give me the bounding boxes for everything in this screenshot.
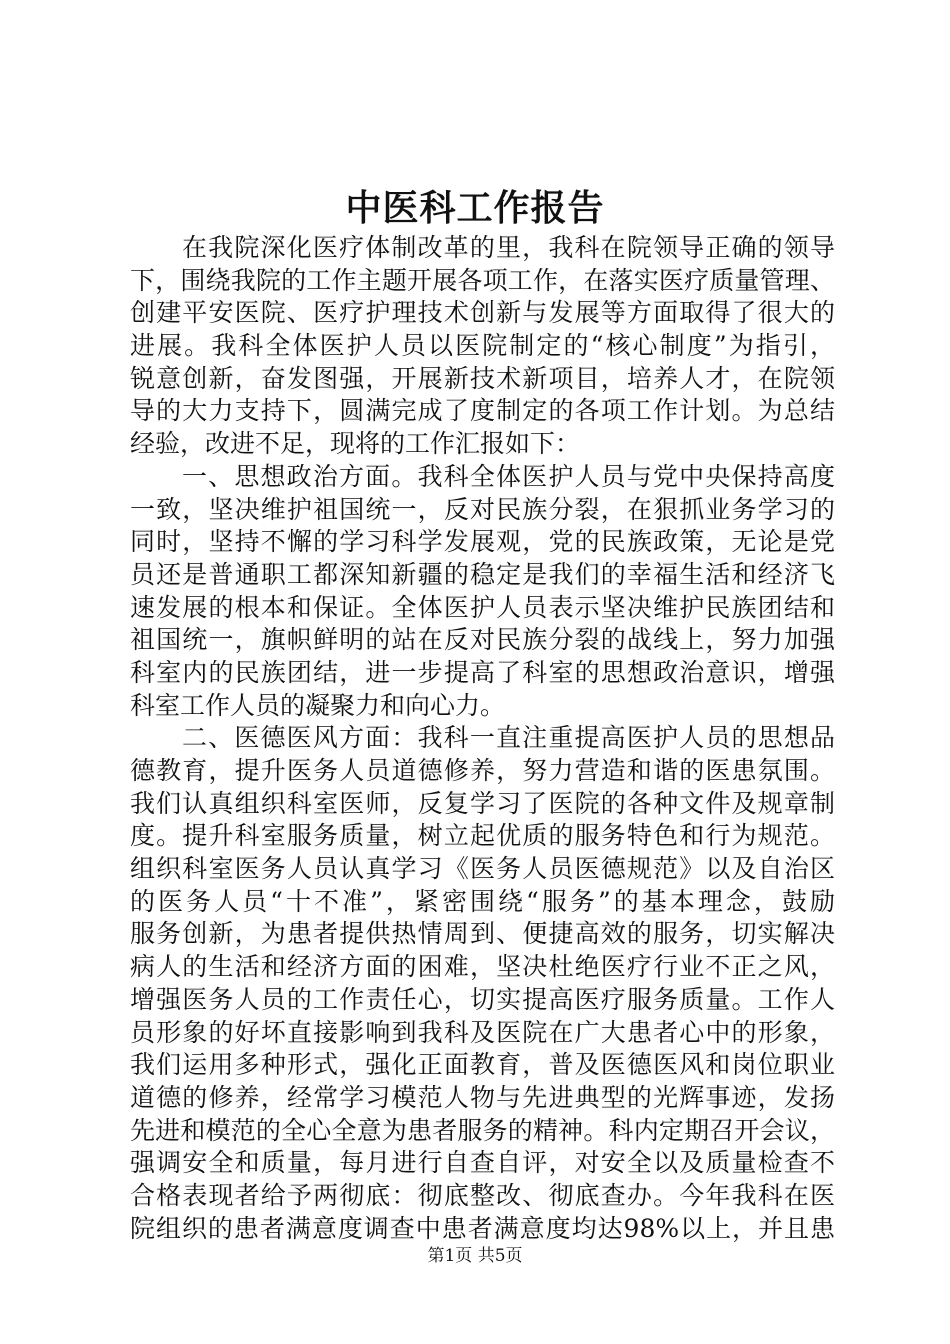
text-line: 同时，坚持不懈的学习科学发展观，党的民族政策，无论是党 [130, 527, 835, 557]
text-line: 服务创新，为患者提供热情周到、便捷高效的服务，切实解决 [130, 919, 835, 949]
text-line: 员还是普通职工都深知新疆的稳定是我们的幸福生活和经济飞 [130, 559, 835, 589]
text-line: 度。提升科室服务质量，树立起优质的服务特色和行为规范。 [130, 821, 835, 851]
text-line: 锐意创新，奋发图强，开展新技术新项目，培养人才，在院领 [130, 363, 835, 393]
text-line: 我们认真组织科室医师，反复学习了医院的各种文件及规章制 [130, 788, 835, 818]
text-line: 先进和模范的全心全意为患者服务的精神。科内定期召开会议， [130, 1115, 835, 1145]
text-line: 强调安全和质量，每月进行自查自评，对安全以及质量检查不 [130, 1148, 835, 1178]
text-line: 创建平安医院、医疗护理技术创新与发展等方面取得了很大的 [130, 298, 835, 328]
text-line: 祖国统一，旗帜鲜明的站在反对民族分裂的战线上，努力加强 [130, 625, 835, 655]
text-line: 德教育，提升医务人员道德修养，努力营造和谐的医患氛围。 [130, 756, 835, 785]
document-title: 中医科工作报告 [345, 187, 605, 229]
text-line: 我们运用多种形式，强化正面教育，普及医德医风和岗位职业 [130, 1050, 835, 1080]
text-line: 的医务人员“十不准”，紧密围绕“服务”的基本理念，鼓励 [130, 886, 835, 916]
text-line: 组织科室医务人员认真学习《医务人员医德规范》以及自治区 [130, 854, 835, 884]
text-line: 速发展的根本和保证。全体医护人员表示坚决维护民族团结和 [130, 592, 835, 622]
document-body [130, 232, 835, 1245]
text-line: 进展。我科全体医护人员以医院制定的“核心制度”为指引， [130, 331, 835, 361]
text-line: 科室内的民族团结，进一步提高了科室的思想政治意识，增强 [130, 657, 835, 687]
text-line: 员形象的好坏直接影响到我科及医院在广大患者心中的形象， [130, 1017, 835, 1047]
text-line: 病人的生活和经济方面的困难，坚决杜绝医疗行业不正之风， [130, 952, 835, 982]
text-line: 一致，坚决维护祖国统一，反对民族分裂，在狠抓业务学习的 [130, 494, 835, 524]
text-line: 科室工作人员的凝聚力和向心力。 [130, 690, 506, 720]
text-line: 二、医德医风方面：我科一直注重提高医护人员的思想品 [182, 723, 835, 753]
text-line: 下，围绕我院的工作主题开展各项工作，在落实医疗质量管理、 [130, 265, 835, 295]
text-line: 一、思想政治方面。我科全体医护人员与党中央保持高度 [182, 461, 835, 491]
text-line: 经验，改进不足，现将的工作汇报如下： [130, 429, 581, 459]
text-line: 合格表现者给予两彻底：彻底整改、彻底查办。今年我科在医 [130, 1180, 835, 1210]
text-line: 道德的修养，经常学习模范人物与先进典型的光辉事迹，发扬 [130, 1082, 835, 1112]
text-line: 在我院深化医疗体制改革的里，我科在院领导正确的领导 [182, 233, 835, 262]
page-footer: 第1页 共5页 [427, 1246, 523, 1266]
text-line: 导的大力支持下，圆满完成了度制定的各项工作计划。为总结 [130, 396, 835, 426]
text-line: 增强医务人员的工作责任心，切实提高医疗服务质量。工作人 [130, 984, 835, 1014]
text-line: 院组织的患者满意度调查中患者满意度均达98%以上，并且患 [130, 1213, 835, 1243]
